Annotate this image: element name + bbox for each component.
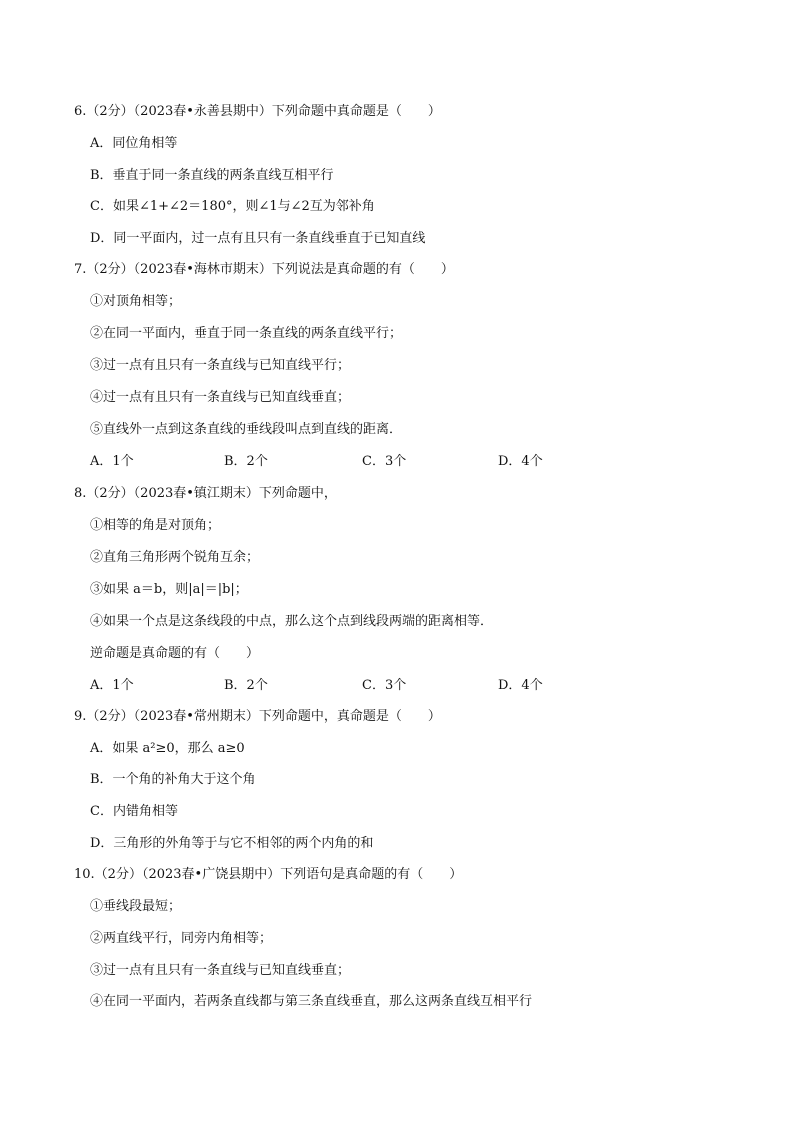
question-8-option-b: B．2个 <box>224 678 268 693</box>
question-7-option-b: B．2个 <box>224 454 268 469</box>
question-7-statement-5: ⑤直线外一点到这条直线的垂线段叫点到直线的距离． <box>90 422 403 437</box>
question-8-stem: 8.（2分）（2023春•镇江期末）下列命题中， <box>74 486 337 501</box>
question-7-stem: 7.（2分）（2023春•海林市期末）下列说法是真命题的有（ ） <box>74 262 454 277</box>
question-8-options <box>90 676 610 696</box>
question-9-option-b: B．一个角的补角大于这个角 <box>90 772 256 787</box>
question-10-statement-4: ④在同一平面内，若两条直线都与第三条直线垂直，那么这两条直线互相平行 <box>90 994 533 1009</box>
question-8-statement-3: ③如果 a＝b，则|a|＝|b|； <box>90 582 248 597</box>
question-7-option-c: C．3个 <box>362 454 407 469</box>
question-8-tail: 逆命题是真命题的有（ ） <box>90 646 260 661</box>
question-10-statement-1: ①垂线段最短； <box>90 899 182 914</box>
question-7-statement-2: ②在同一平面内，垂直于同一条直线的两条直线平行； <box>90 326 403 341</box>
question-9-option-d: D．三角形的外角等于与它不相邻的两个内角的和 <box>90 836 374 851</box>
question-10-statement-2: ②两直线平行，同旁内角相等； <box>90 931 273 946</box>
question-8-statement-4: ④如果一个点是这条线段的中点，那么这个点到线段两端的距离相等． <box>90 614 494 629</box>
question-8-option-d: D．4个 <box>498 678 543 693</box>
question-8-option-a: A．1个 <box>90 678 134 693</box>
question-7-statement-3: ③过一点有且只有一条直线与已知直线平行； <box>90 358 351 373</box>
question-10-stem: 10.（2分）（2023春•广饶县期中）下列语句是真命题的有（ ） <box>74 867 463 882</box>
question-9-option-a: A．如果 a²≥0，那么 a≥0 <box>90 741 245 756</box>
question-7-statement-4: ④过一点有且只有一条直线与已知直线垂直； <box>90 390 351 405</box>
question-6-option-a: A．同位角相等 <box>90 136 178 151</box>
question-8-statement-2: ②直角三角形两个锐角互余； <box>90 550 260 565</box>
question-9-stem: 9.（2分）（2023春•常州期末）下列命题中，真命题是（ ） <box>74 709 441 724</box>
question-6-option-d: D．同一平面内，过一点有且只有一条直线垂直于已知直线 <box>90 231 426 246</box>
question-8-statement-1: ①相等的角是对顶角； <box>90 518 221 533</box>
question-6-option-c: C．如果∠1+∠2＝180°，则∠1与∠2互为邻补角 <box>90 199 375 214</box>
question-10-statement-3: ③过一点有且只有一条直线与已知直线垂直； <box>90 963 351 978</box>
question-6-option-b: B．垂直于同一条直线的两条直线互相平行 <box>90 168 334 183</box>
question-7-statement-1: ①对顶角相等； <box>90 294 182 309</box>
question-9-option-c: C．内错角相等 <box>90 804 178 819</box>
question-7-option-a: A．1个 <box>90 454 134 469</box>
question-8-option-c: C．3个 <box>362 678 407 693</box>
question-7-option-d: D．4个 <box>498 454 543 469</box>
question-7-options <box>90 452 610 472</box>
question-6-stem: 6.（2分）（2023春•永善县期中）下列命题中真命题是（ ） <box>74 104 441 119</box>
